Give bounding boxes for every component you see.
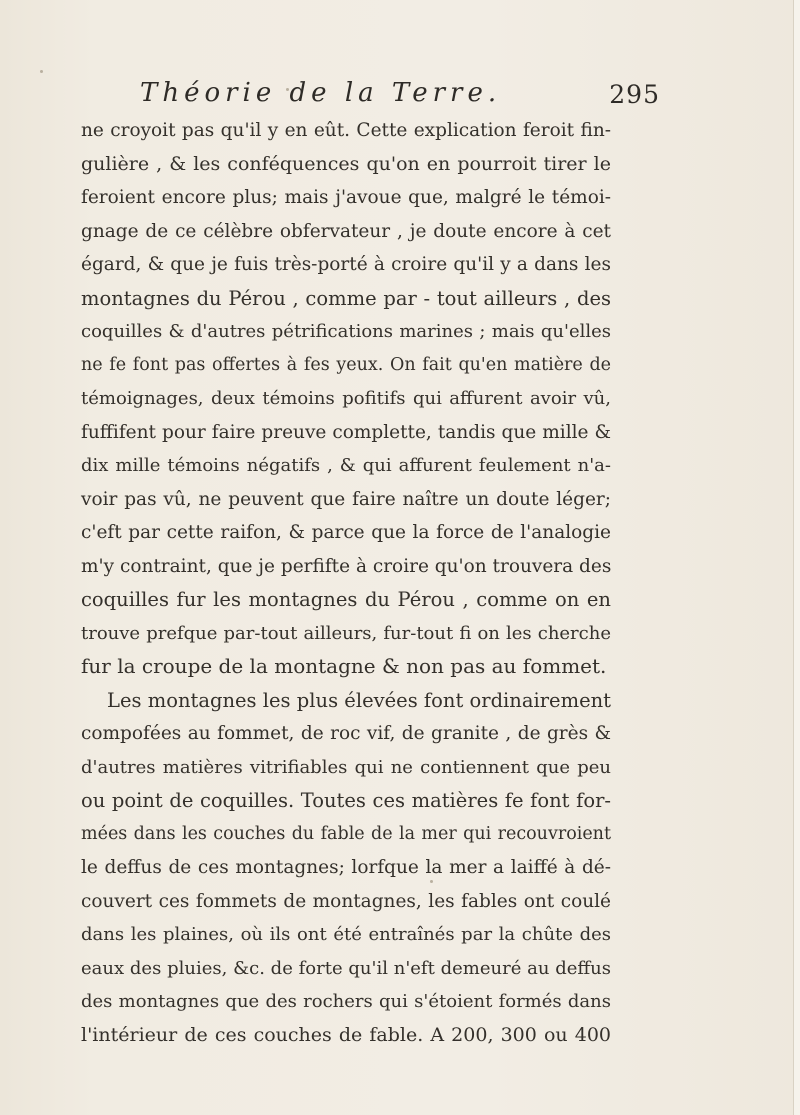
text-line: le deffus de ces montagnes; lorfque la mer a laiffé à dé- [81,857,611,878]
text-line: l'intérieur de ces couches de fable. A 200, 300 ou 400 [81,1023,611,1046]
text-line: témoignages, deux témoins pofitifs qui affurent avoir vû, [81,388,611,409]
text-line: compofées au fommet, de roc vif, de granite , de grès & [81,723,611,744]
running-title: Théorie de la Terre. [140,78,502,108]
text-line: ne fe font pas offertes à fes yeux. On fait qu'en matière de [81,354,611,375]
text-line: dix mille témoins négatifs , & qui affurent feulement n'a- [81,455,611,476]
text-line: mées dans les couches du fable de la mer qui recouvroient [81,823,611,844]
text-line: gnage de ce célèbre obfervateur , je doute encore à cet [81,220,611,242]
text-line: des montagnes que des rochers qui s'étoient formés dans [81,991,611,1012]
paragraph-start-line: Les montagnes les plus élevées font ordinairement [107,688,611,712]
body-text [81,114,611,1052]
text-line: coquilles & d'autres pétrifications marines ; mais qu'elles [81,321,611,342]
text-line: montagnes du Pérou , comme par - tout ailleurs , des [81,286,611,310]
paper-speck [40,70,43,73]
text-line: gulière , & les conféquences qu'on en pourroit tirer le [81,152,611,175]
page-header [140,78,660,118]
text-line: voir pas vû, ne peuvent que faire naître un doute léger; [81,488,611,510]
text-line: ou point de coquilles. Toutes ces matières fe font for- [81,789,611,812]
text-line: ne croyoit pas qu'il y en eût. Cette explication feroit fin- [81,120,611,141]
text-line: coquilles fur les montagnes du Pérou , comme on en [81,588,611,611]
text-line: m'y contraint, que je perfifte à croire qu'on trouvera des [81,555,612,577]
text-line: couvert ces fommets de montagnes, les fables ont coulé [81,890,611,912]
text-line: fur la croupe de la montagne & non pas au fommet. [81,654,607,678]
text-line: fuffifent pour faire preuve complette, tandis que mille & [81,421,611,443]
text-line: feroient encore plus; mais j'avoue que, malgré le témoi- [81,187,611,208]
page-edge [793,0,800,1115]
text-line: d'autres matières vitrifiables qui ne contiennent que peu [81,756,611,778]
text-line: trouve prefque par-tout ailleurs, fur-tout fi on les cherche [81,622,611,644]
page-number: 295 [609,80,660,109]
text-line: c'eft par cette raifon, & parce que la force de l'analogie [81,522,611,543]
text-line: dans les plaines, où ils ont été entraînés par la chûte des [81,924,611,945]
text-line: égard, & que je fuis très-porté à croire qu'il y a dans les [81,254,611,275]
text-line: eaux des pluies, &c. de forte qu'il n'eft demeuré au deffus [81,957,611,979]
